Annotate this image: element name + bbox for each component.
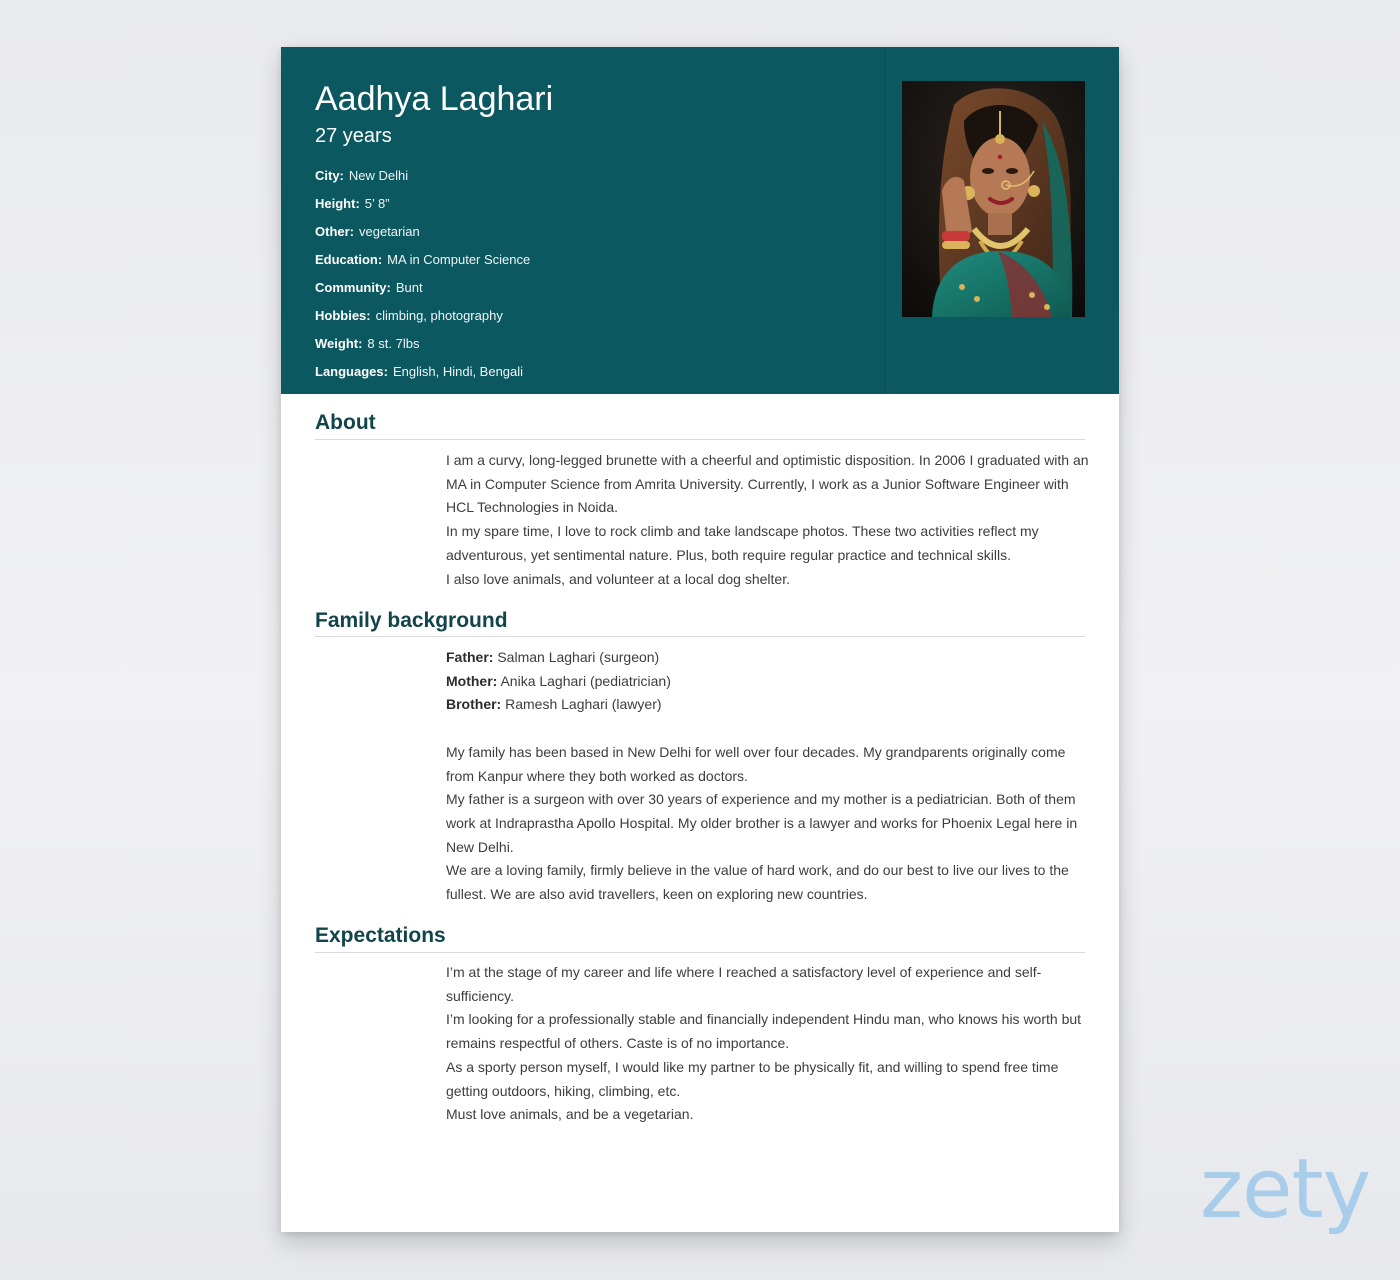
family-member-mother xyxy=(446,670,1091,694)
detail-value: 8 st. 7lbs xyxy=(367,336,420,351)
about-divider xyxy=(315,439,1085,440)
detail-hobbies xyxy=(315,305,530,333)
detail-value: vegetarian xyxy=(359,224,420,239)
family-member-brother xyxy=(446,693,1091,717)
detail-label: Weight: xyxy=(315,336,363,351)
detail-education xyxy=(315,249,530,277)
detail-label: Education: xyxy=(315,252,383,267)
detail-value: English, Hindi, Bengali xyxy=(392,364,524,379)
biodata-page xyxy=(281,47,1119,1232)
detail-community xyxy=(315,277,530,305)
about-paragraph: In my spare time, I love to rock climb and take landscape photos. These two activities reflect my adventurous, yet sentimental nature. Plus, both require regular practice and technical skills. xyxy=(446,523,1039,563)
family-paragraph: My father is a surgeon with over 30 years of experience and my mother is a pediatrician. Both of them work at Indraprastha Apollo Hospital. My older brother is a lawyer and works for Phoenix Legal here in New Delhi. xyxy=(446,791,1078,855)
family-paragraph: We are a loving family, firmly believe in the value of hard work, and do our best to live our lives to the fullest. We are also avid travellers, keen on exploring new countries. xyxy=(446,862,1069,903)
detail-label: Other: xyxy=(315,224,354,239)
header-divider xyxy=(884,47,885,394)
detail-weight xyxy=(315,333,530,361)
detail-label: Languages: xyxy=(315,364,388,379)
detail-value: climbing, photography xyxy=(375,308,503,323)
about-heading: About xyxy=(315,411,376,434)
profile-name: Aadhya Laghari xyxy=(315,80,554,118)
detail-languages xyxy=(315,361,530,389)
detail-label: Height: xyxy=(315,196,360,211)
profile-photo xyxy=(902,81,1085,317)
about-paragraph: I also love animals, and volunteer at a local dog shelter. xyxy=(446,570,790,587)
blank-line xyxy=(446,717,1091,741)
detail-value: MA in Computer Science xyxy=(387,252,531,267)
family-body xyxy=(446,646,1091,907)
expectations-body xyxy=(446,961,1091,1127)
expectations-paragraph: As a sporty person myself, I would like my partner to be physically fit, and willing to spend free time getting outdoors, hiking, climbing, etc. xyxy=(446,1058,1059,1099)
profile-header xyxy=(281,47,1119,394)
profile-details xyxy=(315,165,530,389)
detail-other xyxy=(315,221,530,249)
detail-value: 5’ 8” xyxy=(364,196,390,211)
detail-label: Community: xyxy=(315,280,391,295)
family-divider xyxy=(315,636,1085,637)
detail-value: Bunt xyxy=(395,280,423,295)
profile-age: 27 years xyxy=(315,125,392,147)
detail-city xyxy=(315,165,530,193)
family-heading: Family background xyxy=(315,609,508,632)
expectations-divider xyxy=(315,952,1085,953)
about-paragraph: I am a curvy, long-legged brunette with a cheerful and optimistic disposition. In 2006 I graduated with an MA in Computer Science from Amrita University. Currently, I work as a Junior Software Engineer with HCL Technologies in Noida. xyxy=(446,452,1089,516)
detail-value: New Delhi xyxy=(348,168,409,183)
relation-value: Ramesh Laghari (lawyer) xyxy=(505,696,662,713)
expectations-paragraph: I’m looking for a professionally stable and financially independent Hindu man, who knows his worth but remains respectful of others. Caste is of no importance. xyxy=(446,1011,1082,1052)
zety-watermark-logo: zety xyxy=(1200,1142,1371,1237)
detail-height xyxy=(315,193,530,221)
relation-label: Mother: xyxy=(446,672,498,689)
relation-label: Father: xyxy=(446,649,494,665)
detail-label: City: xyxy=(315,168,344,183)
relation-value: Salman Laghari (surgeon) xyxy=(497,649,660,665)
family-member-father xyxy=(446,646,1091,670)
family-paragraph: My family has been based in New Delhi for well over four decades. My grandparents originally come from Kanpur where they both worked as doctors. xyxy=(446,743,1066,784)
relation-label: Brother: xyxy=(446,696,502,713)
detail-label: Hobbies: xyxy=(315,308,371,323)
expectations-paragraph: I’m at the stage of my career and life where I reached a satisfactory level of experience and self-sufficiency. xyxy=(446,964,1042,1004)
relation-value: Anika Laghari (pediatrician) xyxy=(500,672,671,689)
expectations-paragraph: Must love animals, and be a vegetarian. xyxy=(446,1106,694,1123)
about-body xyxy=(446,449,1091,591)
expectations-heading: Expectations xyxy=(315,924,446,947)
